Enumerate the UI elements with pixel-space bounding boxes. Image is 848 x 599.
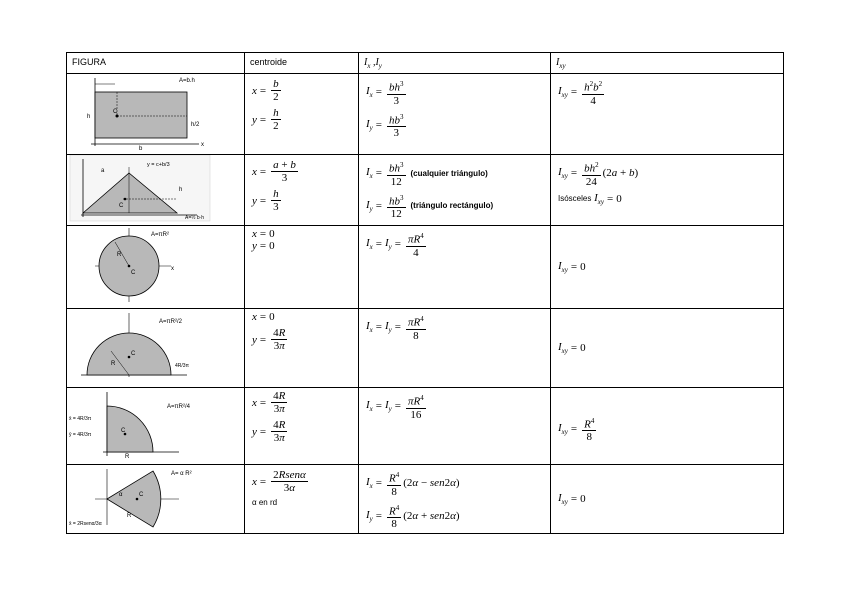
alpha-radians-note: α en rd [252, 498, 278, 507]
right-triangle-note: (triángulo rectángulo) [410, 201, 494, 211]
rectangle-centroid-cell: x = $\frac{b}{2}$ y = $\frac{h}{2}$ [245, 74, 359, 155]
rectangle-figure [67, 74, 243, 150]
svg-text:A=½ b·h: A=½ b·h [185, 215, 205, 221]
svg-text:a: a [101, 168, 105, 174]
svg-text:h: h [179, 187, 183, 193]
sector-centroid-cell: x = $\frac{\text{2Rsenα}}{3\alpha}$ α en rd [245, 465, 359, 534]
svg-text:R: R [117, 252, 122, 258]
header-centroide: centroide [245, 53, 359, 74]
svg-text:ȳ = 4R/3π: ȳ = 4R/3π [69, 432, 92, 438]
table-header-row [67, 53, 784, 74]
svg-text:C: C [131, 351, 136, 357]
table-row [67, 465, 784, 534]
quarter-circle-inertia-cell: $I_x$ = $I_y$ = $\frac{\pi R^4}{16}$ [359, 388, 551, 465]
table-row [67, 74, 784, 155]
svg-text:α: α [119, 492, 123, 498]
svg-text:x̄ = 2Rsenα/3α: x̄ = 2Rsenα/3α [69, 521, 102, 527]
triangle-figure [67, 155, 243, 223]
triangle-centroid-cell: x = $\frac{a + b}{3}$ y = $\frac{h}{3}$ [245, 155, 359, 226]
svg-text:R: R [125, 454, 130, 460]
quarter-circle-figure [67, 388, 243, 460]
isosceles-note: Isósceles [558, 194, 592, 204]
sector-product-cell: $I_{xy}$ = 0 [551, 465, 784, 534]
table-row [67, 226, 784, 309]
quarter-circle-area-label: A=πR²/4 [167, 404, 190, 410]
svg-text:R: R [127, 513, 132, 519]
svg-text:4R/3π: 4R/3π [175, 363, 190, 369]
semicircle-figure-cell [67, 309, 245, 388]
svg-text:C: C [121, 428, 126, 434]
svg-text:x̄ = 4R/3π: x̄ = 4R/3π [69, 416, 92, 422]
rectangle-figure-cell [67, 74, 245, 155]
svg-text:h/2: h/2 [191, 122, 200, 128]
svg-text:C: C [113, 109, 118, 115]
triangle-product-cell: $I_{xy}$ = $\frac{bh^2}{24}$ (2a + b) Isósceles $I_{xy}$ = 0 [551, 155, 784, 226]
circle-product-cell: $I_{xy}$ = 0 [551, 226, 784, 309]
table-row [67, 309, 784, 388]
svg-text:x: x [201, 142, 204, 148]
sector-figure-cell [67, 465, 245, 534]
svg-text:h: h [87, 114, 91, 120]
semicircle-centroid-cell: x = 0 y = $\frac{4R}{3\pi}$ [245, 309, 359, 388]
svg-text:R: R [111, 361, 116, 367]
triangle-figure-cell [67, 155, 245, 226]
semicircle-area-label: A=πR²/2 [159, 319, 182, 325]
svg-text:C: C [131, 270, 136, 276]
any-triangle-note: (cualquier triángulo) [410, 168, 488, 178]
quarter-circle-product-cell: $I_{xy}$ = $\frac{R^4}{8}$ [551, 388, 784, 465]
circle-inertia-cell: $I_x$ = $I_y$ = $\frac{\pi R^4}{4}$ [359, 226, 551, 309]
semicircle-inertia-cell: $I_x$ = $I_y$ = $\frac{\pi R^4}{8}$ [359, 309, 551, 388]
rectangle-area-label: A=b.h [179, 78, 195, 84]
svg-text:x: x [171, 266, 174, 272]
svg-text:C: C [139, 492, 144, 498]
header-figura: FIGURA [67, 53, 245, 74]
circle-figure-cell [67, 226, 245, 309]
circle-centroid-cell: x = 0 y = 0 [245, 226, 359, 309]
header-ixy: $I_{xy}$ [551, 53, 784, 74]
circle-area-label: A=πR² [151, 232, 169, 238]
rectangle-product-cell: $I_{xy}$ = $\frac{h^2b^2}{4}$ [551, 74, 784, 155]
header-ix-iy: $I_x$ $,I_y$ [359, 53, 551, 74]
svg-text:b: b [139, 146, 143, 150]
svg-text:C: C [119, 203, 124, 209]
sector-inertia-cell: $I_x$ = $\frac{R^4}{8}$ (2α − sen2α) $I_y$ = $\frac{R^4}{8}$ (2α + sen2α) [359, 465, 551, 534]
sector-figure [67, 465, 243, 529]
table-row [67, 155, 784, 226]
semicircle-figure [67, 309, 243, 383]
properties-table [66, 52, 784, 534]
sector-area-label: A= α R² [171, 471, 192, 477]
rectangle-inertia-cell: $I_x$ = $\frac{bh^3}{3}$ $I_y$ = $\frac{hb^3}{3}$ [359, 74, 551, 155]
quarter-circle-figure-cell [67, 388, 245, 465]
semicircle-product-cell: $I_{xy}$ = 0 [551, 309, 784, 388]
triangle-centroid-label: y = c+b/3 [147, 162, 170, 168]
quarter-circle-centroid-cell: x = $\frac{4R}{3\pi}$ y = $\frac{4R}{3\pi}$ [245, 388, 359, 465]
triangle-inertia-cell: $I_x$ = $\frac{bh^3}{12}$ (cualquier triángulo) $I_y$ = $\frac{hb^3}{12}$ (triángulo rectángulo) [359, 155, 551, 226]
table-row [67, 388, 784, 465]
circle-figure [67, 226, 243, 304]
